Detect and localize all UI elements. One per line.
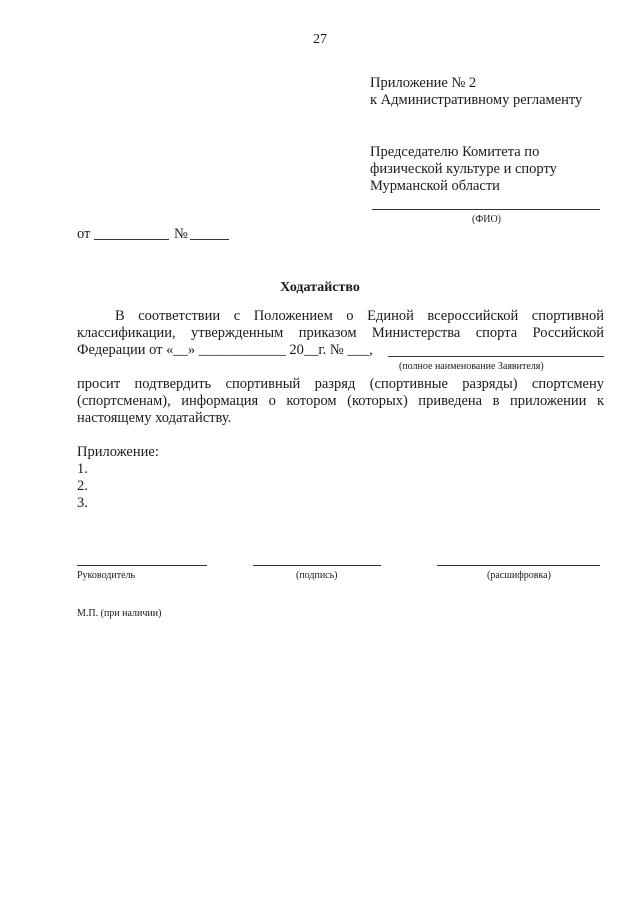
recipient-block (370, 144, 557, 195)
applicant-label: (полное наименование Заявителя) (399, 361, 544, 372)
applicant-name-line[interactable] (388, 356, 604, 357)
number-label: № (174, 226, 188, 242)
date-field-line[interactable] (94, 239, 169, 240)
page-number: 27 (313, 32, 327, 47)
recipient-line-1: Председателю Комитета по (370, 144, 540, 160)
head-label: Руководитель (77, 570, 136, 581)
number-field-line[interactable] (190, 239, 229, 240)
decoding-line[interactable] (437, 565, 600, 566)
body-line-2: классификации, утвержденным приказом Министерства спорта Российской (77, 325, 604, 341)
appendix-number: Приложение № 2 (370, 75, 477, 91)
attachment-item-3: 3. (77, 495, 88, 511)
attachment-item-1: 1. (77, 461, 88, 477)
recipient-line-2: физической культуре и спорту (370, 161, 557, 177)
from-label: от (77, 226, 91, 242)
stamp-label: М.П. (при наличии) (77, 608, 162, 619)
signature-label: (подпись) (296, 570, 338, 581)
body-line-3: Федерации от «__» ____________ 20__г. № ___, (77, 342, 373, 358)
fio-label: (ФИО) (472, 214, 502, 225)
signature-line[interactable] (253, 565, 381, 566)
body-line-6: настоящему ходатайству. (77, 410, 232, 426)
attachment-item-2: 2. (77, 478, 88, 494)
head-line[interactable] (77, 565, 207, 566)
appendix-reference: к Административному регламенту (370, 92, 583, 108)
fio-line[interactable] (372, 209, 600, 210)
decoding-label: (расшифровка) (487, 570, 551, 581)
recipient-line-3: Мурманской области (370, 178, 500, 194)
body-line-4: просит подтвердить спортивный разряд (спортивные разряды) спортсмену (77, 376, 604, 392)
body-line-5: (спортсменам), информация о котором (которых) приведена в приложении к (77, 393, 604, 409)
appendix-header (370, 75, 582, 109)
document-title: Ходатайство (280, 280, 360, 295)
body-line-1: В соответствии с Положением о Единой всероссийской спортивной (115, 308, 604, 324)
attachments-label: Приложение: (77, 444, 159, 460)
